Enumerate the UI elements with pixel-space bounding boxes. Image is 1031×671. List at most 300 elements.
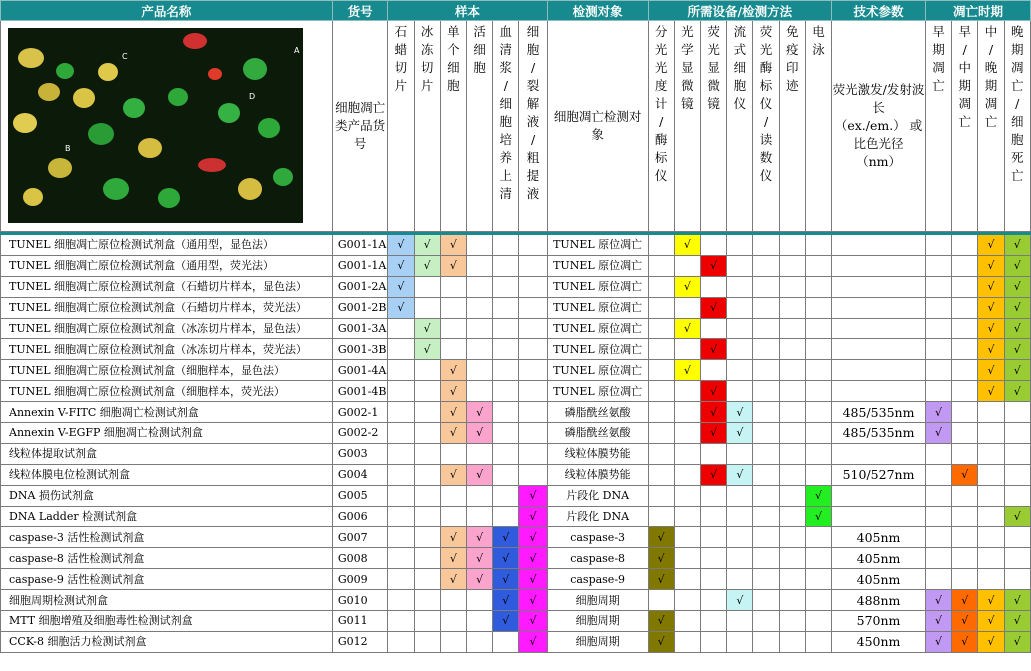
header-code: 货号 xyxy=(332,1,387,21)
empty-cell xyxy=(493,423,519,444)
header-char: 显 xyxy=(681,60,694,75)
check-mark: √ xyxy=(466,569,492,590)
tech-parameter xyxy=(832,276,926,297)
header-char: 胞 xyxy=(1011,132,1024,147)
check-mark: √ xyxy=(440,235,466,256)
check-mark: √ xyxy=(978,318,1004,339)
check-mark: √ xyxy=(440,423,466,444)
check-mark: √ xyxy=(805,485,831,506)
table-row xyxy=(1,297,1031,318)
check-mark: √ xyxy=(519,527,547,548)
header-char: 死 xyxy=(1011,150,1024,165)
subheader-serum-supernatant xyxy=(493,21,519,232)
tech-parameter: 405nm xyxy=(832,527,926,548)
check-mark: √ xyxy=(440,569,466,590)
check-mark: √ xyxy=(466,402,492,423)
check-mark: √ xyxy=(727,423,753,444)
empty-cell xyxy=(466,276,492,297)
product-name: 线粒体膜电位检测试剂盒 xyxy=(1,464,333,485)
empty-cell xyxy=(466,318,492,339)
empty-cell xyxy=(779,423,805,444)
header-char: 清 xyxy=(499,42,513,57)
product-code: G009 xyxy=(332,569,387,590)
header-char: 亡 xyxy=(958,114,971,129)
header-char: 胞 xyxy=(733,78,747,93)
check-mark: √ xyxy=(701,381,727,402)
check-mark: √ xyxy=(648,569,674,590)
product-name: caspase-9 活性检测试剂盒 xyxy=(1,569,333,590)
empty-cell xyxy=(519,297,547,318)
tech-parameter: 488nm xyxy=(832,590,926,611)
product-code: G005 xyxy=(332,485,387,506)
subheader-late-stage xyxy=(1004,21,1030,232)
empty-cell xyxy=(466,506,492,527)
empty-cell xyxy=(952,402,978,423)
empty-cell xyxy=(648,297,674,318)
header-char: 波长 xyxy=(872,82,925,115)
table-row xyxy=(1,590,1031,611)
header-char: / xyxy=(659,114,664,129)
header-char: 切 xyxy=(394,60,408,75)
header-char: 光 xyxy=(654,42,668,57)
empty-cell xyxy=(805,318,831,339)
empty-cell xyxy=(925,339,951,360)
empty-cell xyxy=(414,402,440,423)
check-mark: √ xyxy=(978,276,1004,297)
empty-cell xyxy=(440,276,466,297)
empty-cell xyxy=(727,360,753,381)
header-char: 液 xyxy=(526,114,540,129)
header-char: 细 xyxy=(473,42,486,57)
header-product-name: 产品名称 xyxy=(1,1,333,21)
product-name: caspase-3 活性检测试剂盒 xyxy=(1,527,333,548)
check-mark: √ xyxy=(414,318,440,339)
check-mark: √ xyxy=(519,590,547,611)
empty-cell xyxy=(727,443,753,464)
empty-cell xyxy=(674,485,700,506)
header-char: 度 xyxy=(654,78,668,93)
empty-cell xyxy=(414,297,440,318)
empty-cell xyxy=(388,381,414,402)
empty-cell xyxy=(952,360,978,381)
empty-cell xyxy=(493,255,519,276)
header-char: 读 xyxy=(759,132,773,147)
empty-cell xyxy=(805,464,831,485)
empty-cell xyxy=(674,548,700,569)
subheader-live-cell xyxy=(466,21,492,232)
empty-cell xyxy=(493,402,519,423)
empty-cell xyxy=(701,443,727,464)
table-row xyxy=(1,255,1031,276)
product-code: G011 xyxy=(332,611,387,632)
empty-cell xyxy=(440,443,466,464)
check-mark: √ xyxy=(519,569,547,590)
header-char: 货号 xyxy=(353,118,386,151)
header-char: 计 xyxy=(654,96,668,111)
empty-cell xyxy=(674,339,700,360)
header-char: 迹 xyxy=(786,78,799,93)
empty-cell xyxy=(753,297,779,318)
tech-parameter xyxy=(832,339,926,360)
header-char: 细 xyxy=(499,96,513,111)
header-char: 上 xyxy=(499,168,513,183)
header-char: 标 xyxy=(654,150,668,165)
empty-cell xyxy=(753,631,779,652)
empty-cell xyxy=(727,381,753,402)
empty-cell xyxy=(952,255,978,276)
empty-cell xyxy=(466,631,492,652)
table-row xyxy=(1,276,1031,297)
empty-cell xyxy=(1004,423,1030,444)
label-c: C xyxy=(122,52,128,61)
empty-cell xyxy=(466,611,492,632)
empty-cell xyxy=(648,443,674,464)
empty-cell xyxy=(925,464,951,485)
empty-cell xyxy=(466,590,492,611)
empty-cell xyxy=(674,443,700,464)
check-mark: √ xyxy=(1004,506,1030,527)
header-char: 石 xyxy=(394,24,408,39)
tech-parameter: 405nm xyxy=(832,548,926,569)
empty-cell xyxy=(388,611,414,632)
product-name: TUNEL 细胞凋亡原位检测试剂盒（细胞样本，显色法） xyxy=(1,360,333,381)
subheader-tech xyxy=(832,21,926,232)
check-mark: √ xyxy=(388,297,414,318)
header-char: 清 xyxy=(499,186,513,201)
header-char: 泳 xyxy=(812,42,825,57)
empty-cell xyxy=(466,443,492,464)
empty-cell xyxy=(519,318,547,339)
header-char: 标 xyxy=(759,78,773,93)
header-char: 期 xyxy=(984,78,998,93)
empty-cell xyxy=(388,631,414,652)
empty-cell xyxy=(519,423,547,444)
empty-cell xyxy=(978,527,1004,548)
empty-cell xyxy=(753,276,779,297)
empty-cell xyxy=(925,381,951,402)
tech-parameter xyxy=(832,506,926,527)
header-char: 产品 xyxy=(347,118,373,133)
check-mark: √ xyxy=(978,235,1004,256)
product-name: 线粒体提取试剂盒 xyxy=(1,443,333,464)
empty-cell xyxy=(414,464,440,485)
empty-cell xyxy=(388,360,414,381)
empty-cell xyxy=(648,339,674,360)
empty-cell xyxy=(779,297,805,318)
product-name: TUNEL 细胞凋亡原位检测试剂盒（冰冻切片样本，显色法） xyxy=(1,318,333,339)
header-char: 期 xyxy=(932,42,945,57)
header-char: 提 xyxy=(526,168,540,183)
empty-cell xyxy=(1004,527,1030,548)
empty-cell xyxy=(779,235,805,256)
detection-target: TUNEL 原位凋亡 xyxy=(547,235,648,256)
empty-cell xyxy=(753,485,779,506)
subheader-paraffin-section xyxy=(388,21,414,232)
header-char: 解 xyxy=(526,96,540,111)
empty-cell xyxy=(493,381,519,402)
empty-cell xyxy=(952,548,978,569)
product-name: TUNEL 细胞凋亡原位检测试剂盒（冰冻切片样本，荧光法） xyxy=(1,339,333,360)
empty-cell xyxy=(727,527,753,548)
product-name: CCK-8 细胞活力检测试剂盒 xyxy=(1,631,333,652)
empty-cell xyxy=(493,464,519,485)
product-code: G001-3A xyxy=(332,318,387,339)
empty-cell xyxy=(674,381,700,402)
empty-cell xyxy=(978,423,1004,444)
check-mark: √ xyxy=(440,360,466,381)
empty-cell xyxy=(493,318,519,339)
empty-cell xyxy=(978,569,1004,590)
header-char: 酶 xyxy=(654,132,668,147)
header-char: 免 xyxy=(786,24,799,39)
header-char: 切 xyxy=(420,60,434,75)
product-code: G001-4B xyxy=(332,381,387,402)
empty-cell xyxy=(925,485,951,506)
empty-cell xyxy=(519,339,547,360)
empty-cell xyxy=(779,464,805,485)
check-mark: √ xyxy=(952,631,978,652)
check-mark: √ xyxy=(1004,360,1030,381)
empty-cell xyxy=(674,464,700,485)
header-char: 细胞凋亡 xyxy=(553,109,604,124)
table-row xyxy=(1,423,1031,444)
empty-cell xyxy=(805,443,831,464)
empty-cell xyxy=(925,255,951,276)
empty-cell xyxy=(753,318,779,339)
empty-cell xyxy=(414,423,440,444)
empty-cell xyxy=(674,402,700,423)
empty-cell xyxy=(952,485,978,506)
header-char: 胞 xyxy=(526,42,540,57)
empty-cell xyxy=(414,611,440,632)
table-row xyxy=(1,402,1031,423)
product-name: MTT 细胞增殖及细胞毒性检测试剂盒 xyxy=(1,611,333,632)
header-char: 期 xyxy=(958,78,971,93)
empty-cell xyxy=(674,631,700,652)
empty-cell xyxy=(648,255,674,276)
header-char: 单 xyxy=(447,24,460,39)
tech-parameter xyxy=(832,318,926,339)
check-mark: √ xyxy=(674,318,700,339)
table-row xyxy=(1,235,1031,256)
empty-cell xyxy=(519,255,547,276)
empty-cell xyxy=(466,485,492,506)
empty-cell xyxy=(388,443,414,464)
empty-cell xyxy=(414,485,440,506)
tech-parameter: 450nm xyxy=(832,631,926,652)
empty-cell xyxy=(414,506,440,527)
detection-target: 线粒体膜势能 xyxy=(547,464,648,485)
empty-cell xyxy=(1004,443,1030,464)
empty-cell xyxy=(493,276,519,297)
check-mark: √ xyxy=(440,255,466,276)
empty-cell xyxy=(440,318,466,339)
header-char: 流 xyxy=(733,24,747,39)
empty-cell xyxy=(674,506,700,527)
empty-cell xyxy=(779,402,805,423)
header-char: 血 xyxy=(499,24,513,39)
header-char: / xyxy=(763,114,769,129)
subheader-early-mid-stage xyxy=(952,21,978,232)
header-char: 激发/发射 xyxy=(857,82,912,97)
check-mark: √ xyxy=(1004,381,1030,402)
empty-cell xyxy=(414,360,440,381)
header-char: 电 xyxy=(812,24,825,39)
header-char: 个 xyxy=(447,42,460,57)
empty-cell xyxy=(701,360,727,381)
empty-cell xyxy=(753,360,779,381)
header-char: 养 xyxy=(499,150,513,165)
empty-cell xyxy=(779,255,805,276)
check-mark: √ xyxy=(701,255,727,276)
empty-cell xyxy=(727,235,753,256)
empty-cell xyxy=(519,464,547,485)
header-char: 胞 xyxy=(447,78,460,93)
check-mark: √ xyxy=(727,402,753,423)
header-char: 学 xyxy=(681,42,694,57)
check-mark: √ xyxy=(925,611,951,632)
empty-cell xyxy=(779,276,805,297)
header-char: 胞 xyxy=(473,60,486,75)
table-row xyxy=(1,360,1031,381)
empty-cell xyxy=(648,381,674,402)
check-mark: √ xyxy=(493,527,519,548)
subheader-early-stage xyxy=(925,21,951,232)
check-mark: √ xyxy=(1004,339,1030,360)
empty-cell xyxy=(753,590,779,611)
empty-cell xyxy=(388,339,414,360)
empty-cell xyxy=(701,485,727,506)
label-b: B xyxy=(65,144,71,153)
empty-cell xyxy=(519,402,547,423)
check-mark: √ xyxy=(674,276,700,297)
empty-cell xyxy=(805,235,831,256)
empty-cell xyxy=(648,506,674,527)
check-mark: √ xyxy=(440,402,466,423)
empty-cell xyxy=(779,443,805,464)
empty-cell xyxy=(925,506,951,527)
check-mark: √ xyxy=(701,402,727,423)
table-row xyxy=(1,611,1031,632)
empty-cell xyxy=(466,381,492,402)
product-rows xyxy=(1,235,1031,653)
empty-cell xyxy=(753,423,779,444)
detection-target: 细胞周期 xyxy=(547,590,648,611)
empty-cell xyxy=(1004,464,1030,485)
header-char: 数 xyxy=(759,150,773,165)
header-stage: 凋亡时期 xyxy=(925,1,1030,21)
product-code: G002-1 xyxy=(332,402,387,423)
header-char: 细胞 xyxy=(335,100,361,115)
empty-cell xyxy=(978,506,1004,527)
empty-cell xyxy=(805,611,831,632)
check-mark: √ xyxy=(701,297,727,318)
empty-cell xyxy=(753,506,779,527)
tech-parameter: 485/535nm xyxy=(832,402,926,423)
check-mark: √ xyxy=(925,590,951,611)
empty-cell xyxy=(925,360,951,381)
empty-cell xyxy=(805,381,831,402)
empty-cell xyxy=(493,485,519,506)
subheader-row xyxy=(1,21,1031,232)
detection-target: TUNEL 原位凋亡 xyxy=(547,381,648,402)
empty-cell xyxy=(414,631,440,652)
header-equipment: 所需设备/检测方法 xyxy=(648,1,832,21)
empty-cell xyxy=(414,548,440,569)
empty-cell xyxy=(388,318,414,339)
empty-cell xyxy=(440,506,466,527)
header-char: 光 xyxy=(707,42,720,57)
check-mark: √ xyxy=(648,611,674,632)
empty-cell xyxy=(727,276,753,297)
product-code: G001-2B xyxy=(332,297,387,318)
empty-cell xyxy=(952,569,978,590)
subheader-optical-microscope xyxy=(674,21,700,232)
empty-cell xyxy=(779,381,805,402)
check-mark: √ xyxy=(805,506,831,527)
empty-cell xyxy=(805,276,831,297)
check-mark: √ xyxy=(978,381,1004,402)
check-mark: √ xyxy=(701,423,727,444)
empty-cell xyxy=(727,339,753,360)
empty-cell xyxy=(753,255,779,276)
table-row xyxy=(1,339,1031,360)
check-mark: √ xyxy=(701,339,727,360)
empty-cell xyxy=(952,235,978,256)
empty-cell xyxy=(674,569,700,590)
header-char: 早 xyxy=(958,24,971,39)
empty-cell xyxy=(779,611,805,632)
check-mark: √ xyxy=(519,611,547,632)
empty-cell xyxy=(952,527,978,548)
check-mark: √ xyxy=(493,569,519,590)
header-char: 微 xyxy=(681,78,694,93)
table-row xyxy=(1,631,1031,652)
empty-cell xyxy=(648,235,674,256)
check-mark: √ xyxy=(519,631,547,652)
empty-cell xyxy=(952,297,978,318)
header-char: 粗 xyxy=(526,150,540,165)
header-char: 冻 xyxy=(420,42,434,57)
detection-target: 片段化 DNA xyxy=(547,485,648,506)
check-mark: √ xyxy=(466,464,492,485)
empty-cell xyxy=(978,485,1004,506)
header-char: 凋 xyxy=(958,96,971,111)
header-char: / xyxy=(530,132,536,147)
empty-cell xyxy=(952,318,978,339)
empty-cell xyxy=(440,339,466,360)
product-name: TUNEL 细胞凋亡原位检测试剂盒（通用型，显色法） xyxy=(1,235,333,256)
empty-cell xyxy=(925,548,951,569)
empty-cell xyxy=(753,569,779,590)
header-char: 荧 xyxy=(707,24,720,39)
check-mark: √ xyxy=(493,548,519,569)
header-char: 凋 xyxy=(984,96,998,111)
product-name: DNA 损伤试剂盒 xyxy=(1,485,333,506)
check-mark: √ xyxy=(648,527,674,548)
header-char: 或 xyxy=(909,118,923,133)
check-mark: √ xyxy=(440,527,466,548)
subheader-fluorescence-reader xyxy=(753,21,779,232)
table-row xyxy=(1,506,1031,527)
check-mark: √ xyxy=(493,590,519,611)
empty-cell xyxy=(466,297,492,318)
check-mark: √ xyxy=(414,339,440,360)
empty-cell xyxy=(440,611,466,632)
empty-cell xyxy=(727,506,753,527)
empty-cell xyxy=(805,423,831,444)
header-char: 显 xyxy=(707,60,720,75)
